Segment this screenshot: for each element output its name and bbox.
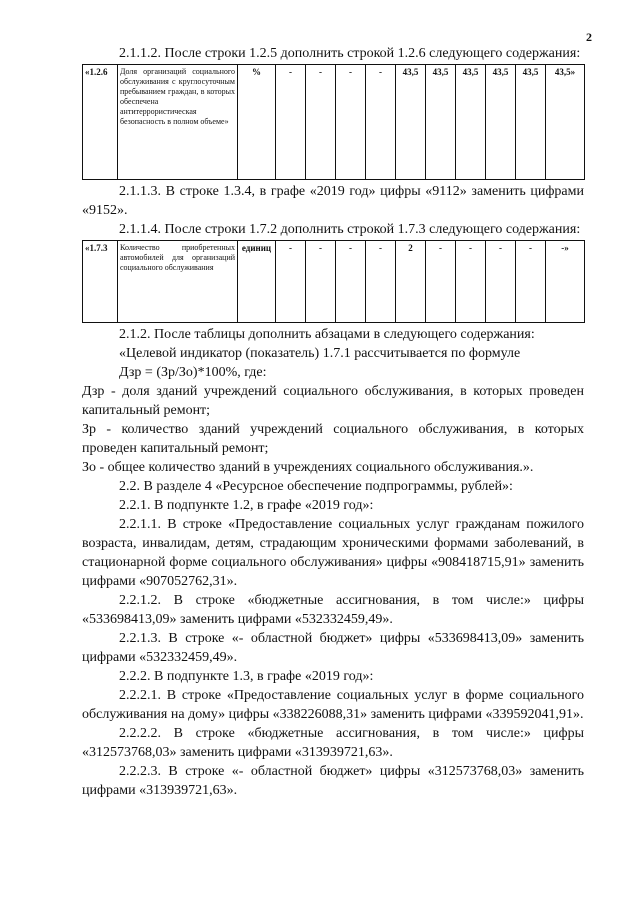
table1-cell: 43,5 [486, 65, 516, 180]
paragraph-2-1-1-4: 2.1.1.4. После строки 1.7.2 дополнить строкой 1.7.3 следующего содержания: [119, 222, 581, 237]
paragraph-indicator: «Целевой индикатор (показатель) 1.7.1 рассчитывается по формуле [119, 346, 521, 361]
table2-cell: «1.7.3 [83, 241, 118, 323]
table1-cell: 43,5 [516, 65, 546, 180]
table1-cell: 43,5 [396, 65, 426, 180]
table1-cell: - [336, 65, 366, 180]
table2-cell: - [426, 241, 456, 323]
paragraph-zo-definition: Зо - общее количество зданий в учреждениях социального обслуживания.». [82, 460, 534, 475]
table2-cell: - [366, 241, 396, 323]
table2-cell: - [336, 241, 366, 323]
paragraph-2-2-1-3: 2.2.1.3. В строке «- областной бюджет» цифры «533698413,09» заменить цифрами «532332459,49». [82, 631, 584, 665]
table1-cell: 43,5 [426, 65, 456, 180]
table1-cell: Доля организаций социального обслуживания с круглосуточным пребыванием граждан, в которых обеспечена антитеррористическая безопасность в полном объеме» [118, 65, 238, 180]
table1-cell: - [276, 65, 306, 180]
table1-cell: 43,5» [546, 65, 585, 180]
table1-cell: % [238, 65, 276, 180]
table2-cell: - [516, 241, 546, 323]
paragraph-zr-definition: Зр - количество зданий учреждений социального обслуживания, в которых проведен капитальный ремонт; [82, 422, 584, 456]
table2-cell: - [486, 241, 516, 323]
table2-cell: единиц [238, 241, 276, 323]
table2-cell: - [456, 241, 486, 323]
paragraph-2-2-1: 2.2.1. В подпункте 1.2, в графе «2019 год»: [119, 498, 374, 513]
paragraph-dzr-definition: Дзр - доля зданий учреждений социального обслуживания, в которых проведен капитальный ремонт; [82, 384, 584, 418]
table2-cell: Количество приобретенных автомобилей для организаций социального обслуживания [118, 241, 238, 323]
paragraph-2-2-2-1: 2.2.2.1. В строке «Предоставление социальных услуг в форме социального обслуживания на дому» цифры «338226088,31» заменить цифрами «339592041,91». [82, 688, 584, 722]
page-number: 2 [586, 30, 592, 44]
paragraph-2-1-1-2: 2.1.1.2. После строки 1.2.5 дополнить строкой 1.2.6 следующего содержания: [119, 46, 581, 61]
table-row-1-7-3 [82, 240, 585, 323]
table1-cell: - [306, 65, 336, 180]
paragraph-formula: Дзр = (Зр/Зо)*100%, где: [119, 365, 267, 380]
paragraph-2-1-2: 2.1.2. После таблицы дополнить абзацами в следующего содержания: [119, 327, 535, 342]
paragraph-2-2: 2.2. В разделе 4 «Ресурсное обеспечение подпрограммы, рублей»: [119, 479, 513, 494]
paragraph-2-2-2-2: 2.2.2.2. В строке «бюджетные ассигнования, в том числе:» цифры «312573768,03» заменить цифрами «313939721,63». [82, 726, 584, 760]
table2-cell: -» [546, 241, 585, 323]
paragraph-2-2-1-1: 2.2.1.1. В строке «Предоставление социальных услуг гражданам пожилого возраста, инвалидам, детям, страдающим хроническими формами заболеваний, в стационарной форме социального обслуживания» цифры «908418715,91» заменить цифрами «907052762,31». [82, 517, 584, 589]
paragraph-2-2-2: 2.2.2. В подпункте 1.3, в графе «2019 год»: [119, 669, 374, 684]
paragraph-2-1-1-3: 2.1.1.3. В строке 1.3.4, в графе «2019 год» цифры «9112» заменить цифрами «9152». [82, 184, 584, 218]
table-row-1-2-6 [82, 64, 585, 180]
table1-cell: 43,5 [456, 65, 486, 180]
table2-cell: 2 [396, 241, 426, 323]
paragraph-2-2-2-3: 2.2.2.3. В строке «- областной бюджет» цифры «312573768,03» заменить цифрами «313939721,63». [82, 764, 584, 798]
paragraph-2-2-1-2: 2.2.1.2. В строке «бюджетные ассигнования, в том числе:» цифры «533698413,09» заменить цифрами «532332459,49». [82, 593, 584, 627]
document-body [82, 44, 584, 800]
table2-cell: - [276, 241, 306, 323]
table2-cell: - [306, 241, 336, 323]
table1-cell: - [366, 65, 396, 180]
table1-cell: «1.2.6 [83, 65, 118, 180]
